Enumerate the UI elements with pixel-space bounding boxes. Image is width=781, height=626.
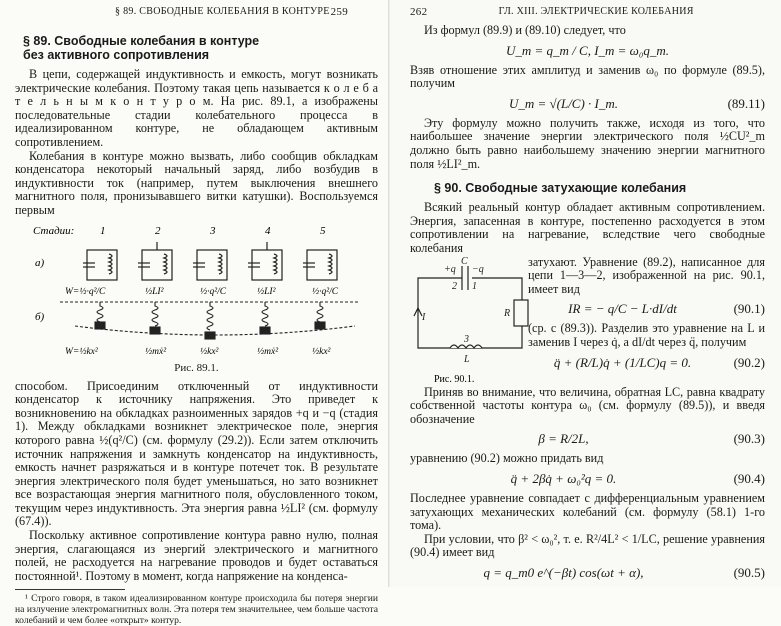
- circuit-block: [410, 256, 765, 386]
- equation-number: (90.4): [733, 470, 765, 486]
- equation-body: U_m = q_m / C, I_m = ω₀q_m.: [505, 42, 670, 58]
- equation-body: q = q_m0 e^(−βt) cos(ωt + α),: [483, 564, 644, 580]
- equation-90-2: [528, 350, 765, 376]
- right-page-number: 262: [410, 6, 428, 18]
- paragraph: Поскольку активное сопротивление контура равно нулю, полная энергия, слагающаяся из энергий электрического и магнитного полей, не расходуется на нагревание проводов и будет оставаться постоянной¹. Поэтому в момент, когда напряжение на конденса-: [15, 528, 378, 583]
- stage-number: 2: [155, 224, 161, 237]
- equation-body: q̈ + (R/L)q̇ + (1/LC)q = 0.: [553, 354, 692, 370]
- energy-label: W=½kx²: [65, 346, 98, 357]
- figure-89-1-caption: Рис. 89.1.: [174, 361, 219, 374]
- equation-body: IR = − q/C − L·dI/dt: [568, 301, 677, 317]
- circuit-label: I: [422, 311, 426, 323]
- circuit-drawing: [410, 256, 528, 386]
- paragraph: Эту формулу можно получить также, исходя из того, что наибольшее значение энергии электрического поля ½CU²_m должно быть равно наибольшему значению энергии магнитного поля ½LI²_m.: [410, 115, 765, 171]
- paragraph: затухают. Уравнение (89.2), написанное для цепи 1—3—2, изображенной на рис. 90.1, имеет вид: [528, 254, 765, 296]
- circuit-label: C: [461, 255, 468, 267]
- lc-circuit-stage-2: [138, 242, 172, 280]
- equation-body: q̈ + 2βq̇ + ω₀²q = 0.: [510, 470, 617, 486]
- energy-label: W=½·q²/C: [65, 286, 106, 297]
- spring-stage-4: [262, 302, 268, 326]
- footnote: ¹ Строго говоря, в таком идеализированном контуре происходила бы потеря энергии на излучение электромагнитных волн. Эта потеря тем значительнее, чем больше частота колебаний и чем более «открыт» контур.: [15, 593, 378, 626]
- equation: [410, 38, 765, 64]
- right-header-title: ГЛ. XIII. ЭЛЕКТРИЧЕСКИЕ КОЛЕБАНИЯ: [498, 6, 694, 17]
- mass-stage-5: [315, 322, 325, 329]
- lc-circuit-stage-1: [83, 250, 117, 280]
- paragraph: Последнее уравнение совпадает с дифференциальным уравнением затухающих механических колебаний (см. формулу (58.1) 1-го тома).: [410, 490, 765, 533]
- equation-90-5: [410, 560, 765, 586]
- equation-90-1: [528, 296, 765, 322]
- lc-circuit-stage-3: [193, 250, 227, 280]
- spring-stage-3: [207, 302, 213, 330]
- figure-90-1-caption: Рис. 90.1.: [434, 373, 475, 385]
- equation-number: (90.2): [733, 354, 765, 370]
- lc-circuit-stage-4: [248, 242, 282, 280]
- equation-body: β = R/2L,: [538, 431, 589, 447]
- left-running-header: [15, 6, 378, 24]
- circuit-label: 1: [472, 280, 477, 292]
- paragraph: Всякий реальный контур обладает активным сопротивлением. Энергия, запасенная в контуре, постепенно расходуется в этом сопротивлении на нагревание, вследствие чего свободные колебания: [410, 200, 765, 255]
- paragraph: Взяв отношение этих амплитуд и заменив ω₀ по формуле (89.5), получим: [410, 62, 765, 91]
- spring-stage-1: [97, 302, 103, 322]
- paragraph: уравнению (90.2) можно придать вид: [410, 451, 604, 466]
- paragraph: При условии, что β² < ω₀², т. е. R²/4L² < 1/LC, решение уравнения (90.4) имеет вид: [410, 531, 765, 560]
- circuit-label: +q: [444, 263, 456, 275]
- circuit-side-text: [528, 256, 765, 386]
- row-b-label: б): [35, 310, 45, 323]
- stage-number: 4: [265, 224, 271, 237]
- spring-stage-2: [152, 302, 158, 326]
- left-page: [0, 0, 390, 626]
- equation-90-3: [410, 426, 765, 452]
- equation-number: (90.1): [733, 301, 765, 317]
- energy-label: ½LI²: [145, 286, 164, 297]
- circuit-label: 2: [452, 280, 457, 292]
- circuit-label: R: [504, 307, 511, 319]
- equation-number: (90.3): [733, 431, 765, 447]
- figure-89-1: [15, 222, 378, 360]
- energy-label: ½·q²/C: [200, 286, 227, 297]
- left-header-title: § 89. СВОБОДНЫЕ КОЛЕБАНИЯ В КОНТУРЕ: [115, 6, 330, 17]
- right-running-header: [410, 6, 765, 24]
- equation-90-4: [410, 466, 765, 492]
- equation-89-11: [410, 91, 765, 117]
- mass-stage-1: [95, 322, 105, 329]
- stage-number: 5: [320, 224, 326, 237]
- paragraph: (ср. с (89.3)). Разделив это уравнение на L и заменив I через q̇, а dI/dt через q̈, получим: [528, 321, 765, 349]
- paragraph: Колебания в контуре можно вызвать, либо сообщив обкладкам конденсатора некоторый начальный заряд, либо возбудив в индуктивности ток (например, путем выключения внешнего магнитного поля, пронизывавшего витки катушки). Воспользуемся первым: [15, 148, 378, 217]
- section-89-title: § 89. Свободные колебания в контуре без активного сопротивления: [23, 34, 260, 62]
- energy-label: ½kx²: [312, 346, 331, 357]
- energy-label: ½·q²/C: [312, 286, 339, 297]
- stage-number: 3: [210, 224, 216, 237]
- equation-number: (90.5): [733, 564, 765, 580]
- paragraph: способом. Присоединим отключенный от индуктивности конденсатор к источнику напряжения. Это приведет к возникновению на обкладках разноименных зарядов +q и −q (стадия 1). Между обкладками возникнет электрическое поле, энергия которого равна ½(q²/C) (см. формулу (29.2)). Если затем отключить источник напряжения и замкнуть конденсатор на индуктивность, емкость начнет разряжаться и в контуре потечет ток. В результате энергия электрического поля будет уменьшаться, но зато возникнет все возрастающая энергия магнитного поля, обусловленного током, текущим через индуктивность. Эта энергия равна ½LI² (см. формулу (67.4)).: [15, 378, 378, 529]
- circuit-label: L: [464, 353, 470, 365]
- energy-label: ½mẋ²: [257, 346, 279, 357]
- energy-label: ½LI²: [257, 286, 276, 297]
- equation-body: U_m = √(L/C) · I_m.: [508, 95, 619, 111]
- paragraph: Приняв во внимание, что величина, обратная LC, равна квадрату собственной частоты контура ω₀ (см. формулу (89.5)), и введя обозначение: [410, 384, 765, 426]
- lc-circuit-stage-5: [303, 250, 337, 280]
- paragraph: В цепи, содержащей индуктивность и емкость, могут возникать электрические колебания. Поэтому такая цепь называется к о л е б а т е л ь н ы м к о н т у р о м. На рис. 89.1, а изображены последовательные стадии колебательного процесса в идеализированном контуре, не обладающем активным сопротивлением.: [15, 67, 378, 149]
- left-page-number: 259: [330, 6, 348, 18]
- figure-89-1-drawing: [15, 222, 375, 360]
- paragraph: Из формул (89.9) и (89.10) следует, что: [424, 23, 626, 37]
- spring-stage-5: [317, 302, 323, 322]
- equation-number: (89.11): [727, 95, 765, 111]
- footnote-rule: [15, 589, 125, 590]
- mass-stage-4: [260, 327, 270, 334]
- energy-label: ½mẋ²: [145, 346, 167, 357]
- energy-label: ½kx²: [200, 346, 219, 357]
- stage-number: 1: [100, 224, 106, 237]
- section-90-title: § 90. Свободные затухающие колебания: [434, 181, 687, 196]
- stages-label: Стадии:: [33, 224, 75, 237]
- row-a-label: а): [35, 256, 45, 269]
- circuit-label: 3: [464, 333, 469, 345]
- circuit-label: −q: [472, 263, 484, 275]
- right-page: [390, 0, 781, 587]
- figure-90-1: [410, 256, 528, 386]
